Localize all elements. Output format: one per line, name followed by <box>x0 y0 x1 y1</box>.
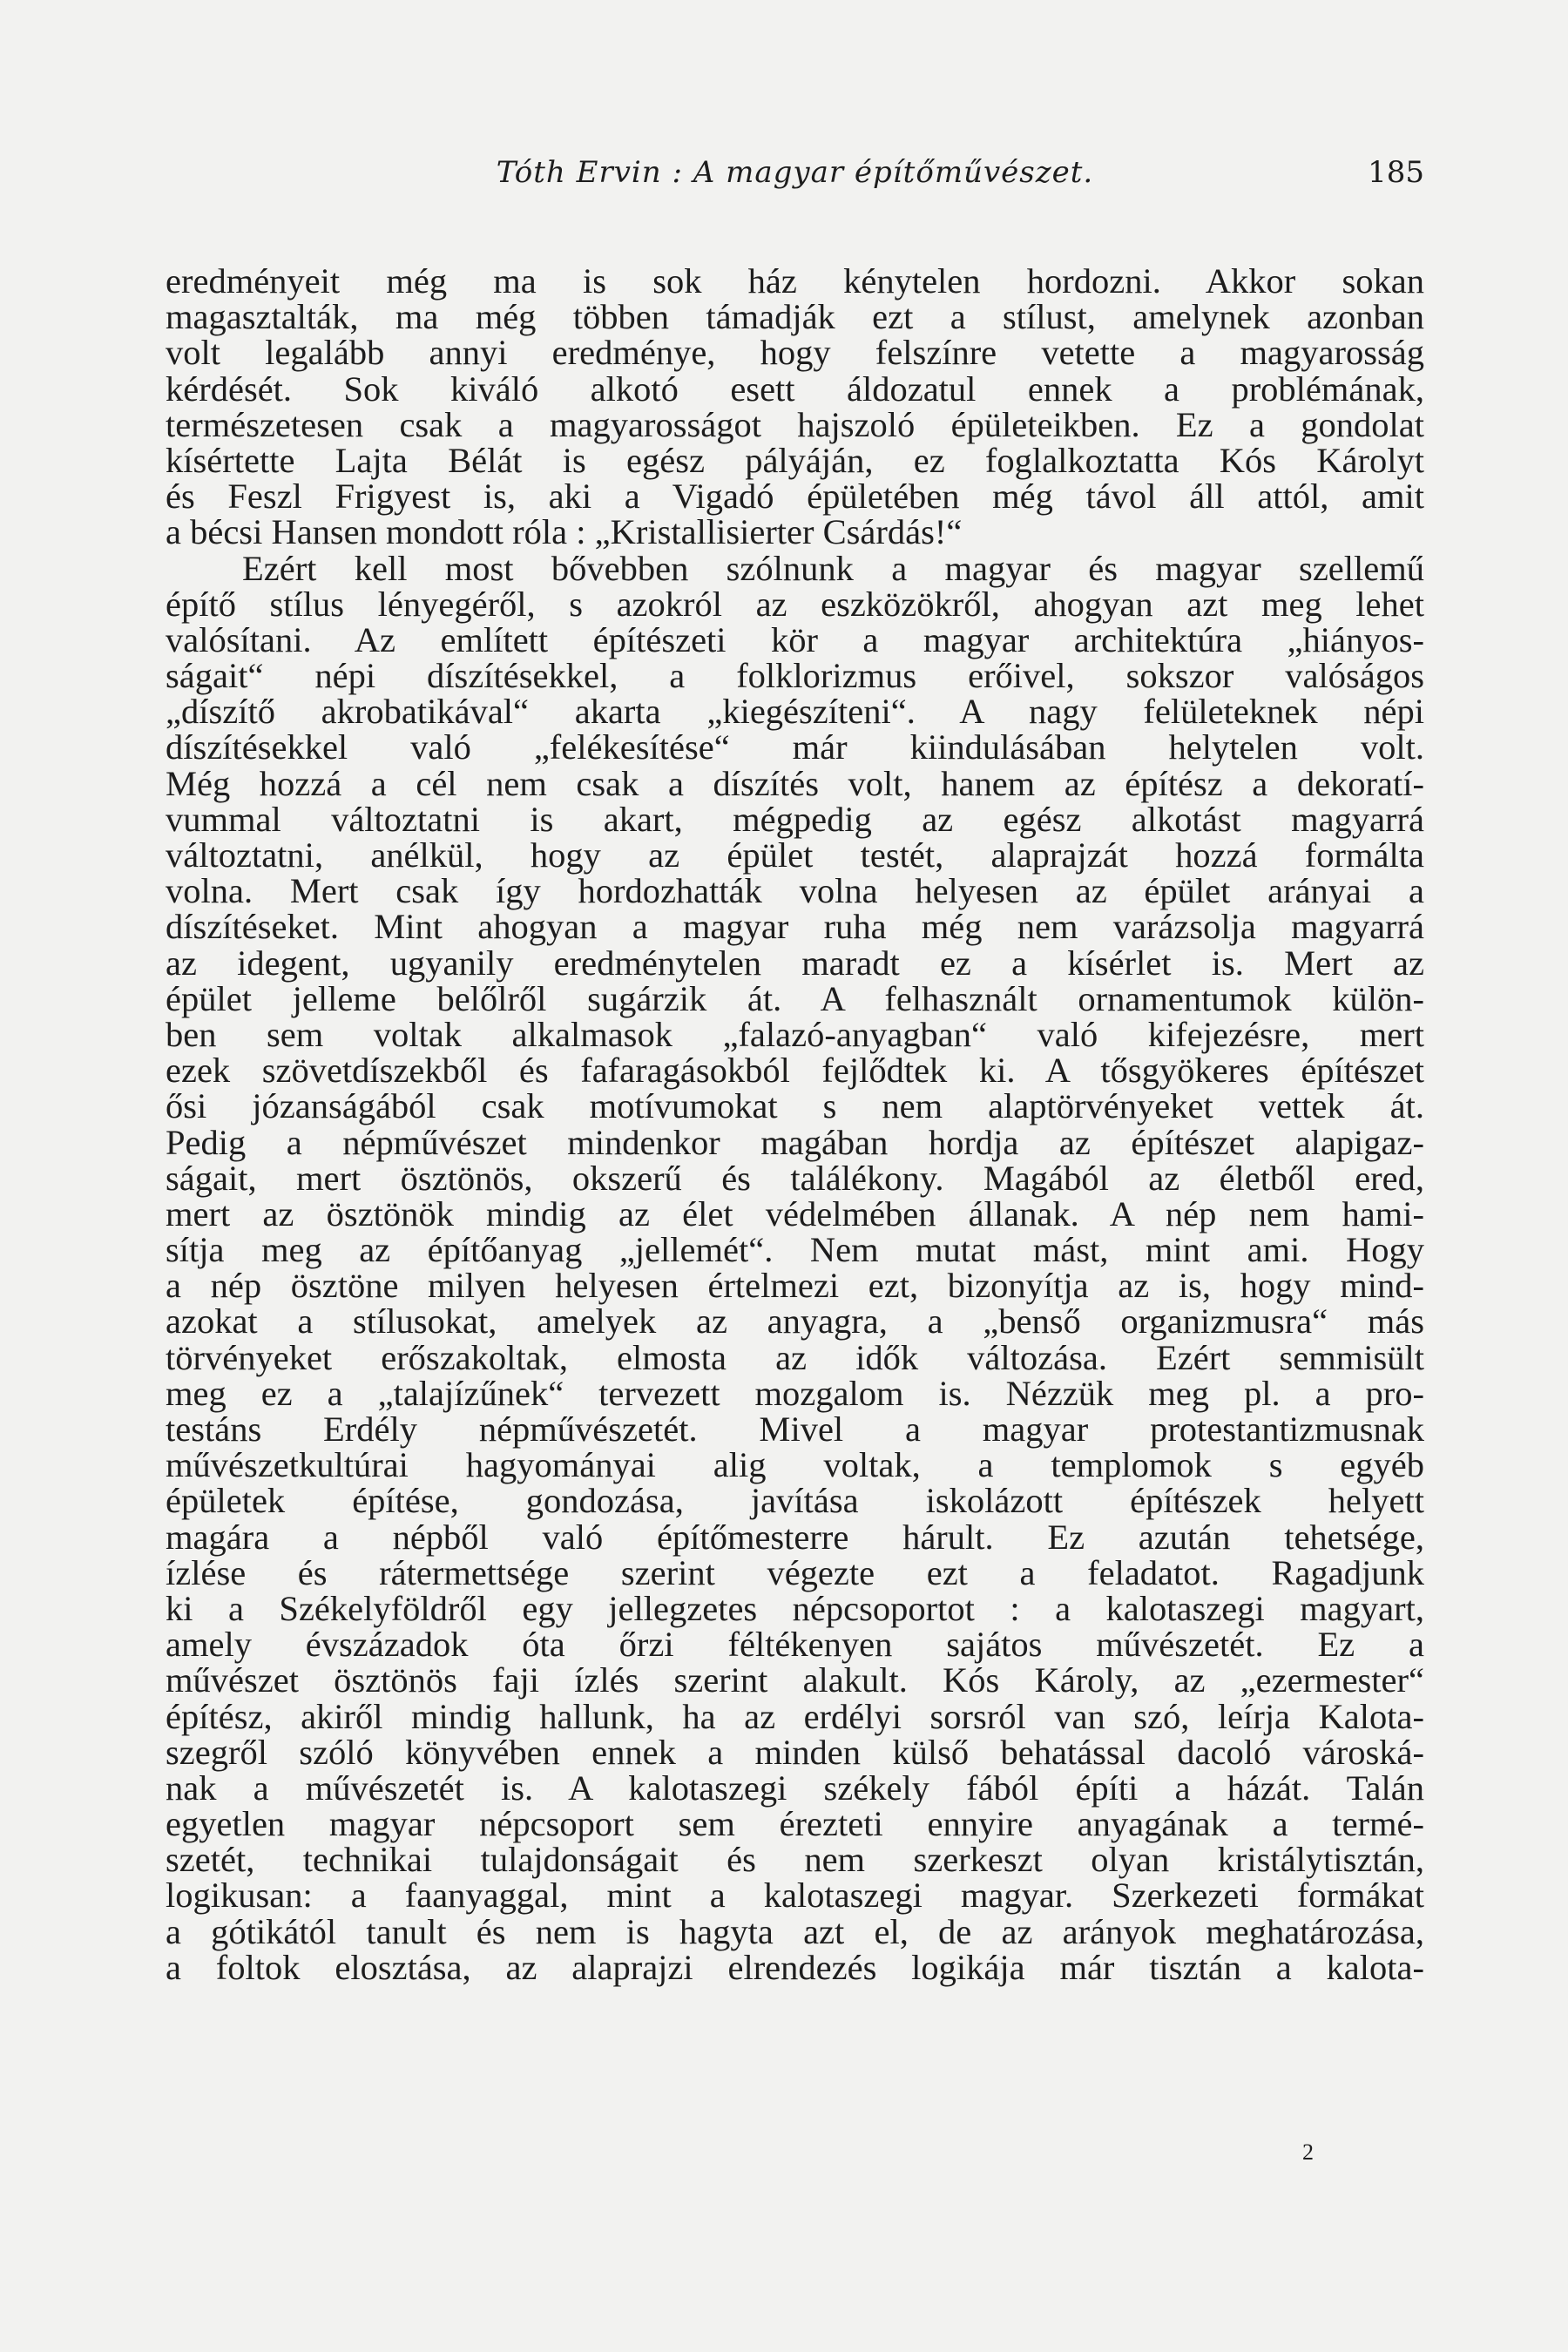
text-line: a bécsi Hansen mondott róla : „Kristallisierter Csárdás!“ <box>166 512 963 552</box>
text-line: azokat a stílusokat, amelyek az anyagra, a „benső organizmusra“ más <box>166 1301 1424 1342</box>
running-head <box>166 146 1424 199</box>
text-line: Ezért kell most bővebben szólnunk a magyar és magyar szellemű <box>242 548 1424 588</box>
text-line: kísértette Lajta Bélát is egész pályáján, ez foglalkoztatta Kós Károlyt <box>166 440 1424 480</box>
text-line: díszítéseket. Mint ahogyan a magyar ruha még nem varázsolja magyarrá <box>166 907 1424 947</box>
text-line: valósítani. Az említett építészeti kör a magyar architektúra „hiányos- <box>166 619 1424 659</box>
text-line: amely évszázadok óta őrzi féltékenyen sajátos művészetét. Ez a <box>166 1625 1424 1665</box>
text-line: ízlése és rátermettsége szerint végezte ezt a feladatot. Ragadjunk <box>166 1552 1424 1592</box>
text-line: magára a népből való építőmesterre hárult. Ez azután tehetsége, <box>166 1517 1424 1557</box>
text-line: „díszítő akrobatikával“ akarta „kiegészíteni“. A nagy felületeknek népi <box>166 692 1424 732</box>
text-line: a foltok elosztása, az alaprajzi elrendezés logikája már tisztán a kalota- <box>166 1947 1424 1987</box>
text-line: a nép ösztöne milyen helyesen értelmezi ezt, bizonyítja az is, hogy mind- <box>166 1266 1424 1306</box>
text-line: művészetkultúrai hagyományai alig voltak, a templomok s egyéb <box>166 1445 1424 1485</box>
text-line: ki a Székelyföldről egy jellegzetes népcsoportot : a kalotaszegi magyart, <box>166 1588 1424 1628</box>
text-line: a gótikától tanult és nem is hagyta azt el, de az arányok meghatározása, <box>166 1911 1424 1951</box>
text-line: épületek építése, gondozása, javítása iskolázott építészek helyett <box>166 1481 1424 1521</box>
text-line: törvényeket erőszakoltak, elmosta az idők változása. Ezért semmisült <box>166 1337 1424 1377</box>
text-line: ságait, mert ösztönös, okszerű és találékony. Magából az életből ered, <box>166 1158 1424 1198</box>
text-line: egyetlen magyar népcsoport sem érezteti ennyire anyagának a termé- <box>166 1804 1424 1844</box>
text-line: művészet ösztönös faji ízlés szerint alakult. Kós Károly, az „ezermester“ <box>166 1660 1424 1700</box>
text-line: nak a művészetét is. A kalotaszegi székely fából építi a házát. Talán <box>166 1767 1424 1808</box>
text-line: logikusan: a faanyaggal, mint a kalotaszegi magyar. Szerkezeti formákat <box>166 1876 1424 1916</box>
text-line: ben sem voltak alkalmasok „falazó-anyagban“ való kifejezésre, mert <box>166 1014 1424 1054</box>
text-line: épület jelleme belőlről sugárzik át. A felhasznált ornamentumok külön- <box>166 978 1424 1018</box>
text-line: ősi józanságából csak motívumokat s nem alaptörvényeket vettek át. <box>166 1086 1424 1126</box>
text-line: sítja meg az építőanyag „jellemét“. Nem mutat mást, mint ami. Hogy <box>166 1230 1424 1270</box>
text-line: szegről szóló könyvében ennek a minden külső behatással dacoló városká- <box>166 1732 1424 1772</box>
text-line: ságait“ népi díszítésekkel, a folklorizmus erőivel, sokszor valóságos <box>166 656 1424 696</box>
text-line: mert az ösztönök mindig az élet védelmében állanak. A nép nem hami- <box>166 1193 1424 1233</box>
text-line: természetesen csak a magyarosságot hajszoló épületeikben. Ez a gondolat <box>166 404 1424 444</box>
text-line: és Feszl Frigyest is, aki a Vigadó épületében még távol áll attól, amit <box>166 476 1424 517</box>
text-line: testáns Erdély népművészetét. Mivel a magyar protestantizmusnak <box>166 1409 1424 1449</box>
text-line: építész, akiről mindig hallunk, ha az erdélyi sorsról van szó, leírja Kalota- <box>166 1696 1424 1736</box>
text-line: vummal változtatni is akart, mégpedig az egész alkotást magyarrá <box>166 799 1424 839</box>
signature-mark: 2 <box>1302 2139 1314 2165</box>
running-title: Tóth Ervin : A magyar építőművészet. <box>496 155 1094 190</box>
text-line: eredményeit még ma is sok ház kénytelen hordozni. Akkor sokan <box>166 261 1424 301</box>
text-line: szetét, technikai tulajdonságait és nem szerkeszt olyan kristálytisztán, <box>166 1840 1424 1880</box>
text-line: építő stílus lényegéről, s azokról az eszközökről, ahogyan azt meg lehet <box>166 584 1424 624</box>
text-line: változtatni, anélkül, hogy az épület testét, alaprajzát hozzá formálta <box>166 835 1424 875</box>
text-line: kérdését. Sok kiváló alkotó esett áldozatul ennek a problémának, <box>166 368 1424 409</box>
text-line: volt legalább annyi eredménye, hogy felszínre vetette a magyarosság <box>166 333 1424 373</box>
text-line: az idegent, ugyanily eredménytelen maradt ez a kísérlet is. Mert az <box>166 943 1424 983</box>
page-number: 185 <box>1368 155 1424 190</box>
text-line: díszítésekkel való „felékesítése“ már kiindulásában helytelen volt. <box>166 727 1424 767</box>
text-line: magasztalták, ma még többen támadják ezt a stílust, amelynek azonban <box>166 297 1424 337</box>
text-line: meg ez a „talajízűnek“ tervezett mozgalom is. Nézzük meg pl. a pro- <box>166 1373 1424 1413</box>
text-line: Még hozzá a cél nem csak a díszítés volt, hanem az építész a dekoratí- <box>166 763 1424 803</box>
body-text <box>166 263 1424 1985</box>
text-line: ezek szövetdíszekből és fafaragásokból fejlődtek ki. A tősgyökeres építészet <box>166 1051 1424 1091</box>
text-line: Pedig a népművészet mindenkor magában hordja az építészet alapigaz- <box>166 1122 1424 1162</box>
text-line: volna. Mert csak így hordozhatták volna helyesen az épület arányai a <box>166 871 1424 911</box>
